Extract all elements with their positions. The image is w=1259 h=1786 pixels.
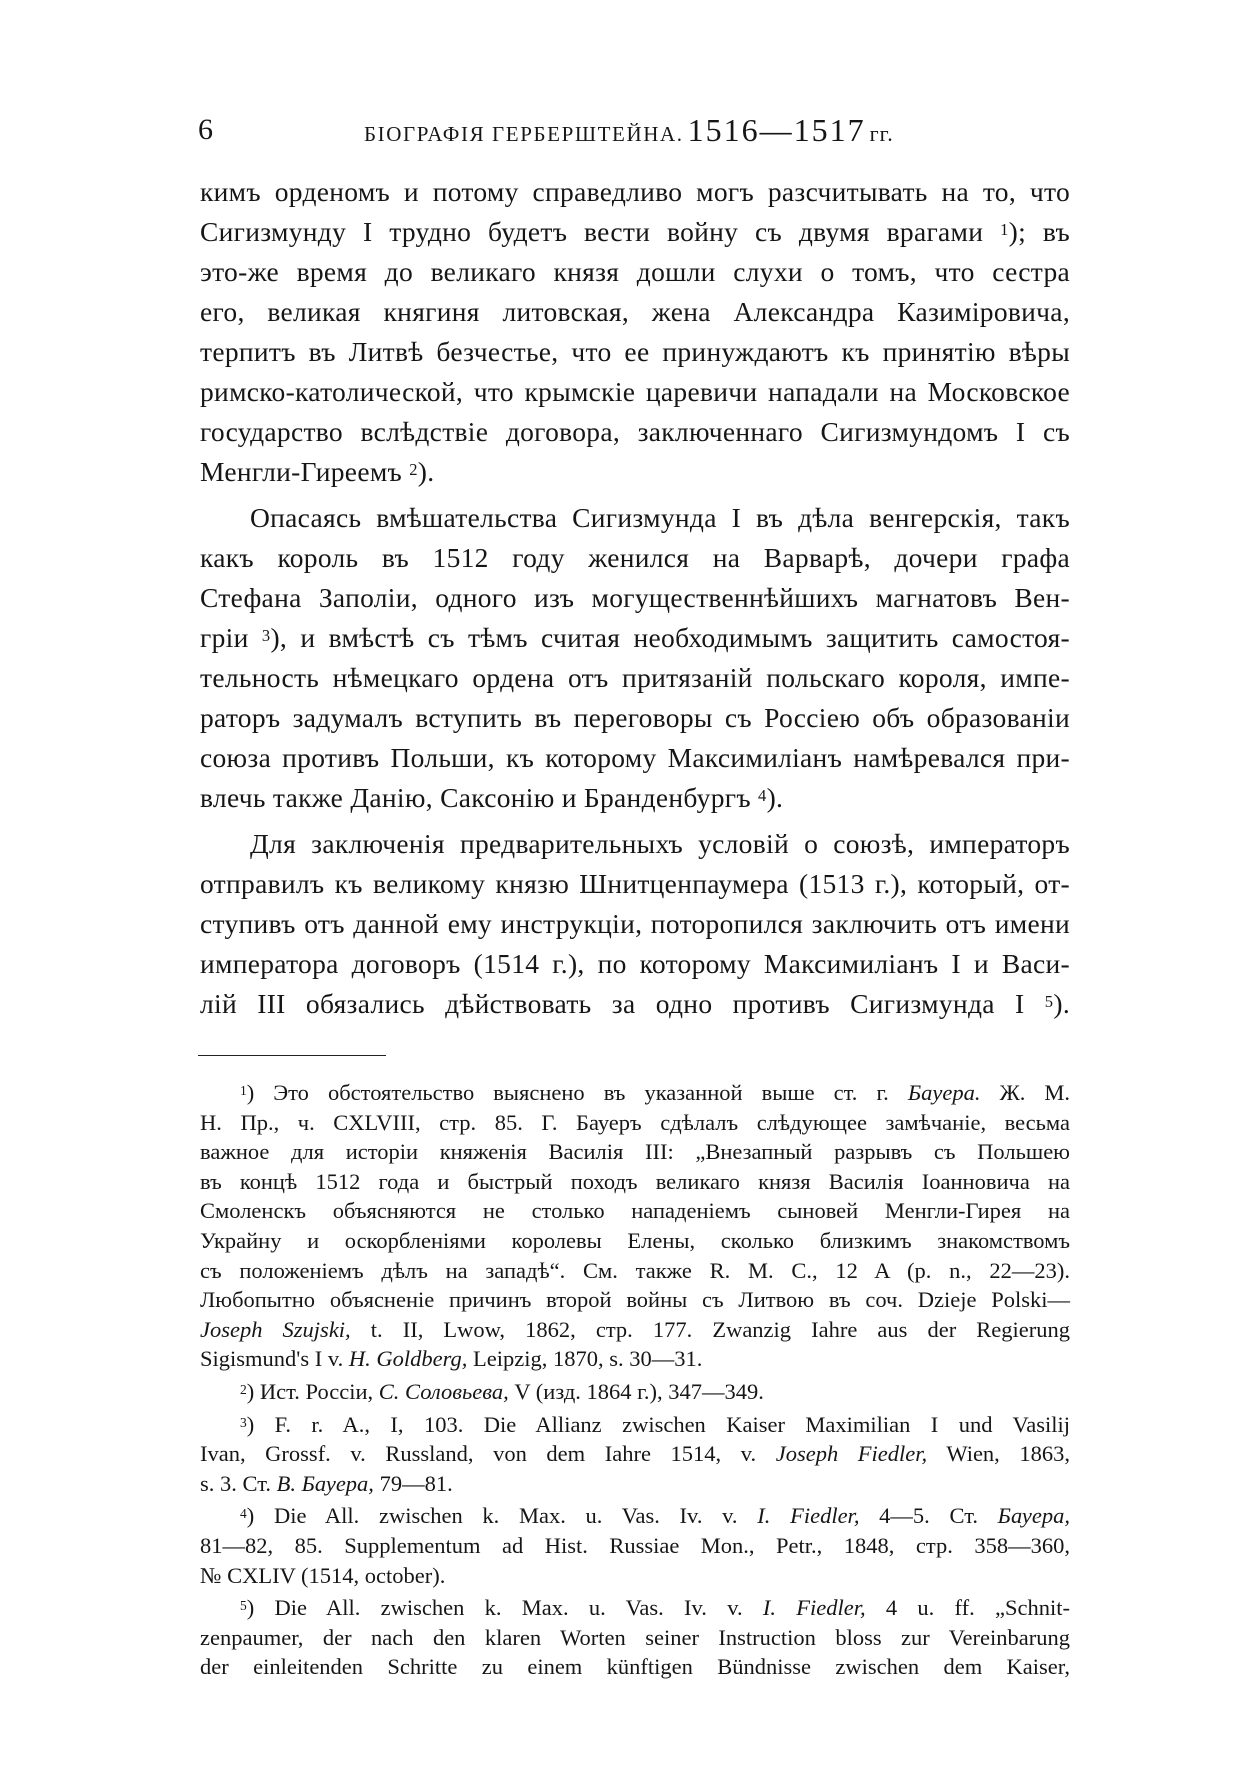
footnote-ref: 3: [261, 626, 271, 645]
footnote-marker: 4: [240, 1506, 247, 1522]
footnote-marker: 2: [240, 1381, 247, 1397]
text-line: его, великая княгиня литовская, жена Александра Казиміровича,: [200, 296, 1070, 327]
footnote-marker: 3: [240, 1414, 247, 1430]
text-line: Сигизмунду I трудно будетъ вести войну съ двумя врагами $^1$); въ: [200, 216, 1070, 247]
footnote-line: $^5$) Die All. zwischen k. Max. u. Vas. Iv. v. I. Fiedler, 4 u. ff. „Schnit-: [240, 1595, 1071, 1621]
footnote-line: Смоленскъ объясняются не столько нападеніемъ сыновей Менгли-Гирея на: [200, 1198, 1070, 1224]
page-number: 6: [198, 113, 213, 146]
footnote-line: $^2$) Ист. Россіи, С. Соловьева, V (изд. 1864 г.), 347—349.: [240, 1378, 764, 1404]
text-line: Опасаясь вмѣшательства Сигизмунда I въ дѣла венгерскія, такъ: [250, 502, 1070, 533]
footnote-line: № CXLIV (1514, october).: [200, 1562, 446, 1588]
footnote-2: [200, 1377, 1070, 1407]
footnote-line: Ivan, Grossf. v. Russland, von dem Iahre 1514, v. Joseph Fiedler, Wien, 1863,: [200, 1441, 1071, 1467]
text-line: влечь также Данію, Саксонію и Бранденбургъ $^4$).: [200, 782, 784, 813]
paragraph-1: [200, 172, 1070, 492]
text-line: гріи $^3$), и вмѣстѣ съ тѣмъ считая необходимымъ защитить самостоя-: [200, 622, 1070, 653]
footnote-line: Sigismund's I v. H. Goldberg, Leipzig, 1870, s. 30—31.: [200, 1346, 703, 1372]
footnote-line: съ положеніемъ дѣлъ на западѣ“. См. также R. M. C., 12 A (p. n., 22—23).: [200, 1257, 1070, 1283]
footnote-marker: 5: [240, 1598, 247, 1614]
footnote-4: [200, 1501, 1070, 1590]
footnote-line: въ концѣ 1512 года и быстрый походъ великаго князя Василія Іоанновича на: [200, 1168, 1070, 1194]
footnote-divider: [198, 1055, 386, 1056]
footnote-line: s. 3. Ст. В. Бауера, 79—81.: [200, 1470, 453, 1496]
footnote-line: zenpaumer, der nach den klaren Worten seiner Instruction bloss zur Vereinbarung: [200, 1624, 1070, 1650]
text-line: Для заключенія предварительныхъ условій о союзѣ, императоръ: [250, 828, 1070, 859]
text-line: лій III обязались дѣйствовать за одно противъ Сигизмунда I $^5$).: [200, 988, 1070, 1019]
footnotes: [200, 1078, 1070, 1682]
text-line: Менгли-Гиреемъ $^2$).: [200, 456, 435, 487]
main-text: [200, 172, 1070, 1024]
text-line: союза противъ Польши, къ которому Максимиліанъ намѣревался при-: [200, 742, 1070, 773]
text-line: государство вслѣдствіе договора, заключеннаго Сигизмундомъ I съ: [200, 416, 1070, 447]
paragraph-3: [200, 824, 1070, 1024]
paragraph-2: [200, 498, 1070, 818]
text-line: терпитъ въ Литвѣ безчестье, что ее принуждаютъ къ принятію вѣры: [200, 336, 1070, 367]
text-line: тельность нѣмецкаго ордена отъ притязаній польскаго короля, импе-: [200, 662, 1070, 693]
text-line: ступивъ отъ данной ему инструкціи, поторопился заключить отъ имени: [200, 908, 1070, 939]
footnote-5: [200, 1593, 1070, 1682]
running-head-suffix: гг.: [869, 121, 894, 146]
footnote-line: $^1$) Это обстоятельство выяснено въ указанной выше ст. г. Баyepa. Ж. М.: [240, 1080, 1071, 1105]
footnote-line: der einleitenden Schritte zu einem künftigen Bündnisse zwischen dem Kaiser,: [200, 1654, 1070, 1680]
page-header: [194, 108, 1074, 152]
text-line: отправилъ къ великому князю Шнитценпаумера (1513 г.), который, от-: [200, 868, 1070, 899]
text-line: какъ король въ 1512 году женился на Варварѣ, дочери графа: [200, 542, 1070, 573]
footnote-line: Украйну и оскорбленіями королевы Елены, сколько близкимъ знакомствомъ: [200, 1227, 1070, 1253]
footnote-ref: 2: [409, 460, 418, 479]
footnote-line: $^4$) Die All. zwischen k. Max. u. Vas. Iv. v. I. Fiedler, 4—5. Ст. Бауера,: [240, 1503, 1070, 1529]
text-line: Стефана Заполіи, одного изъ могущественнѣйшихъ магнатовъ Вен-: [200, 582, 1070, 613]
text-line: римско-католической, что крымскіе царевичи нападали на Московское: [200, 376, 1070, 407]
footnote-line: важное для исторіи княженія Василія III: „Внезапный разрывъ съ Польшею: [200, 1139, 1070, 1165]
text-line: раторъ задумалъ вступить въ переговоры съ Россіею объ образованіи: [200, 702, 1070, 733]
footnote-3: [200, 1410, 1070, 1499]
footnote-ref: 1: [1000, 220, 1009, 239]
running-head-years: 1516—1517: [687, 112, 866, 148]
text-line: кимъ орденомъ и потому справедливо могъ разсчитывать на то, что: [200, 176, 1070, 207]
footnote-ref: 5: [1044, 992, 1054, 1011]
footnote-marker: 1: [240, 1083, 247, 1098]
footnote-line: $^3$) F. r. A., I, 103. Die Allianz zwischen Kaiser Maximilian I und Vasilij: [240, 1411, 1070, 1437]
footnote-line: 81—82, 85. Supplementum ad Hist. Russiae Mon., Petr., 1848, стр. 358—360,: [200, 1532, 1070, 1558]
running-head: [364, 108, 894, 159]
text-line: императора договоръ (1514 г.), по которому Максимиліанъ I и Васи-: [200, 948, 1070, 979]
text-line: это-же время до великаго князя дошли слухи о томъ, что сестра: [200, 256, 1070, 287]
footnote-line: Joseph Szujski, t. II, Lwow, 1862, стр. 177. Zwanzig Iahre aus der Regierung: [200, 1316, 1071, 1342]
footnote-line: Н. Пр., ч. CXLVIII, стр. 85. Г. Бауеръ сдѣлалъ слѣдующее замѣчаніе, весьма: [200, 1109, 1070, 1135]
footnote-line: Любопытно объясненіе причинъ второй войны съ Литвою въ соч. Dzieje Polski—: [200, 1287, 1070, 1313]
running-head-title: БІОГРАФІЯ ГЕРБЕРШТЕЙНА.: [364, 122, 684, 146]
footnote-ref: 4: [758, 786, 767, 805]
footnote-1: [200, 1078, 1070, 1374]
